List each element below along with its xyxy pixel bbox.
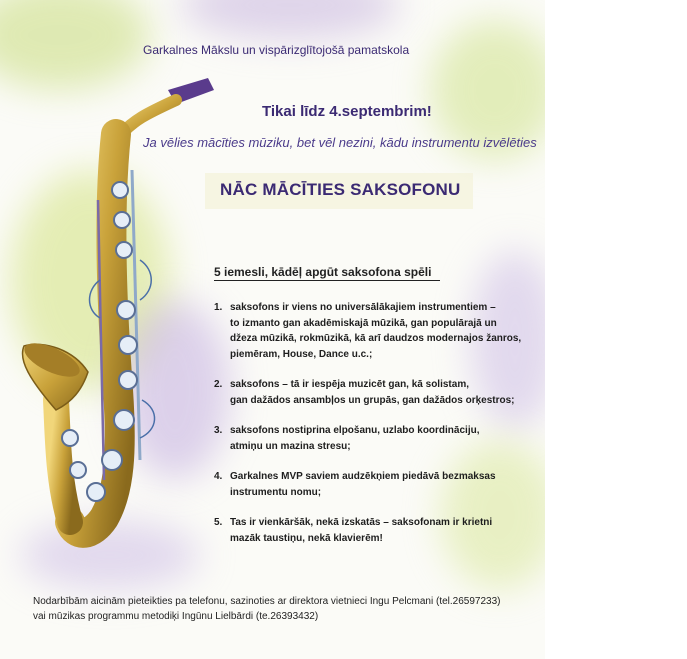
watercolor-wash-purple: [180, 0, 400, 40]
list-item-number: 3.: [214, 425, 223, 436]
school-name: Garkalnes Mākslu un vispārizglītojošā pamatskola: [143, 43, 410, 57]
list-item-number: 2.: [214, 379, 223, 390]
list-item: [214, 377, 524, 408]
list-item: [214, 515, 524, 546]
list-item-text: saksofons – tā ir iespēja muzicēt gan, kā solistam, gan dažādos ansambļos un grupās, gan dažādos orķestros;: [230, 379, 515, 406]
deadline-heading: Tikai līdz 4.septembrim!: [262, 103, 432, 120]
list-item: [214, 423, 524, 454]
list-item-text: saksofons ir viens no universālākajiem instrumentiem – to izmanto gan akadēmiskajā mūzikā, gan populārajā un džeza mūzikā, rokmūzikā, kā arī daudzos modernajos žanros, piemēram, House, Dance u.c.;: [230, 302, 522, 360]
lead-text: Ja vēlies mācīties mūziku, bet vēl nezini, kādu instrumentu izvēlēties: [143, 135, 537, 150]
reasons-list: [214, 300, 524, 561]
list-item-number: 1.: [214, 302, 223, 313]
reasons-title: 5 iemesli, kādēļ apgūt saksofona spēli: [214, 265, 440, 281]
call-to-action-title: NĀC MĀCĪTIES SAKSOFONU: [220, 180, 461, 199]
list-item-text: Tas ir vienkāršāk, nekā izskatās – saksofonam ir krietni mazāk taustiņu, nekā klavierēm!: [230, 517, 493, 544]
list-item-text: Garkalnes MVP saviem audzēkņiem piedāvā bezmaksas instrumentu nomu;: [230, 471, 496, 498]
list-item-number: 5.: [214, 517, 223, 528]
contact-info: Nodarbībām aicinām pieteikties pa telefonu, sazinoties ar direktora vietnieci Ingu Pelcmani (tel.26597233) vai mūzikas programmu metodiķi Ingūnu Lielbārdi (te.26393432): [33, 596, 501, 622]
list-item-number: 4.: [214, 471, 223, 482]
list-item-text: saksofons nostiprina elpošanu, uzlabo koordināciju, atmiņu un mazina stresu;: [230, 425, 480, 452]
list-item: [214, 469, 524, 500]
blank-margin: [545, 0, 687, 659]
list-item: [214, 300, 524, 362]
